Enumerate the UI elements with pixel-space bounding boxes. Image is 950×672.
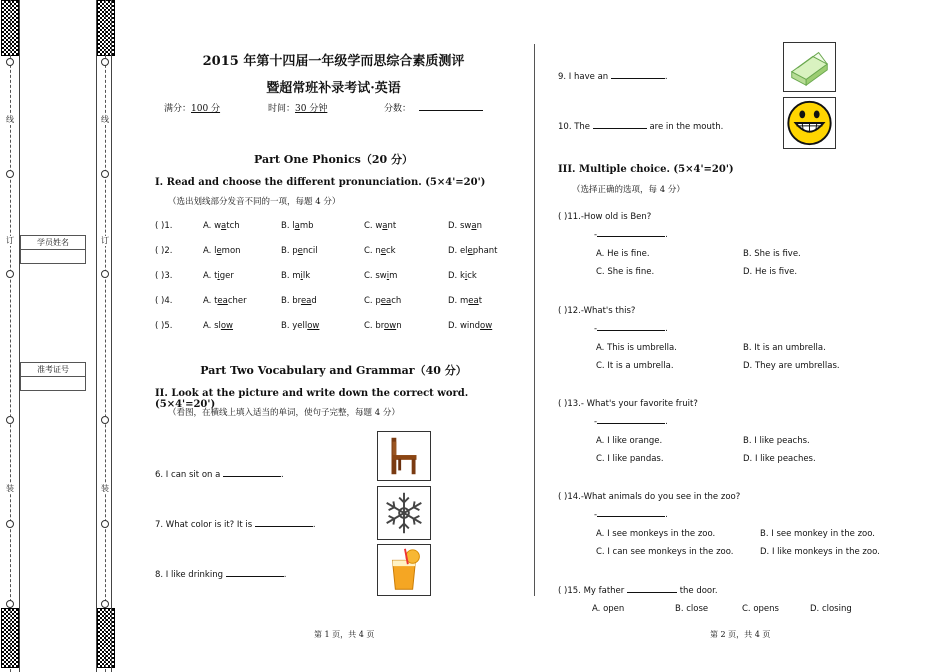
binding-line-1	[19, 0, 20, 672]
question-7-period: .	[312, 520, 316, 530]
underlined-letters: ow	[384, 321, 397, 331]
underlined-letters: i	[217, 271, 220, 281]
section-2-title: II. Look at the picture and write down the correct word. (5×4'=20')	[155, 388, 469, 410]
phonics-question	[155, 221, 515, 231]
underlined-letters: ea	[300, 296, 312, 306]
page-2	[548, 0, 933, 672]
option-a[interactable]: A. I like orange.	[596, 436, 663, 446]
answer-period: .	[665, 230, 668, 240]
option-c[interactable]	[364, 221, 396, 231]
underlined-letters: e	[297, 246, 303, 256]
binding-hole	[101, 520, 109, 528]
exam-id-label: 准考证号	[21, 363, 85, 377]
binding-hole	[101, 58, 109, 66]
answer-blank[interactable]	[226, 576, 284, 577]
section-1-title: I. Read and choose the different pronunciation. (5×4'=20')	[155, 177, 486, 188]
phonics-question	[155, 321, 515, 331]
option-text: A. t	[203, 271, 218, 281]
answer-period: .	[665, 417, 668, 427]
binding-char-line: 线	[101, 115, 109, 124]
option-text: B. l	[281, 221, 295, 231]
option-text: B. m	[281, 271, 301, 281]
question-7-text: 7. What color is it? It is	[155, 520, 253, 530]
option-a[interactable]	[203, 321, 233, 331]
question-8	[155, 570, 286, 580]
underlined-letters: ea	[380, 296, 392, 306]
smiling-face-icon	[784, 98, 835, 148]
answer-line[interactable]	[594, 417, 668, 427]
option-a[interactable]	[203, 271, 234, 281]
exam-title-line1: 2015 年第十四届一年级学而思综合素质测评	[202, 54, 465, 69]
underlined-letters: i	[464, 271, 468, 281]
answer-blank[interactable]	[597, 516, 665, 517]
option-text: B. yell	[281, 321, 308, 331]
option-a[interactable]: A. He is fine.	[596, 249, 650, 259]
option-d[interactable]	[448, 271, 477, 281]
option-text: B. p	[281, 246, 298, 256]
option-text: ck	[467, 271, 477, 281]
full-score-value: 100 分	[191, 104, 221, 114]
page-1-footer: 第 1 页，共 4 页	[314, 630, 375, 639]
option-b[interactable]: B. I see monkey in the zoo.	[760, 529, 875, 539]
question-6	[155, 470, 284, 480]
option-text: ger	[219, 271, 234, 281]
option-b[interactable]	[281, 271, 310, 281]
underlined-letters: i	[386, 271, 390, 281]
option-b[interactable]: B. It is an umbrella.	[743, 343, 826, 353]
question-15-option-a[interactable]: A. open	[592, 604, 625, 614]
underlined-letters: a	[221, 221, 227, 231]
underlined-letters: e	[467, 246, 473, 256]
question-number: ( )4.	[155, 296, 173, 306]
question-8-text: 8. I like drinking	[155, 570, 223, 580]
question-6-period: .	[281, 470, 284, 480]
option-text: D. el	[448, 246, 468, 256]
exam-title-line2: 暨超常班补录考试·英语	[266, 81, 401, 96]
page-1	[146, 0, 521, 672]
time-value: 30 分钟	[295, 104, 328, 114]
option-c[interactable]	[364, 321, 402, 331]
option-b[interactable]	[281, 246, 318, 256]
option-c[interactable]: C. I can see monkeys in the zoo.	[596, 547, 734, 557]
question-7	[155, 520, 316, 530]
page-2-footer: 第 2 页，共 4 页	[710, 630, 771, 639]
question-stem: -What animals do you see in the zoo?	[580, 492, 741, 502]
option-b[interactable]: B. I like peachs.	[743, 436, 810, 446]
option-a[interactable]: A. This is umbrella.	[596, 343, 677, 353]
checker-pattern-bottom-right	[97, 608, 115, 668]
section-3-instruction: （选择正确的选项，每 4 分）	[572, 185, 685, 195]
binding-hole	[6, 520, 14, 528]
section-1-instruction: （选出划线部分发音不同的一项，每题 4 分）	[168, 197, 341, 207]
question-number: ( )12.	[558, 306, 581, 316]
binding-hole	[6, 600, 14, 608]
mc-question-stem	[558, 306, 635, 316]
option-text: D. sw	[448, 221, 472, 231]
answer-prefix: -	[594, 417, 598, 427]
answer-blank[interactable]	[627, 592, 677, 593]
question-number: ( )14.	[558, 492, 581, 502]
option-text: lk	[302, 271, 311, 281]
option-d[interactable]	[448, 221, 482, 231]
answer-line[interactable]	[594, 324, 668, 334]
mc-question-stem	[558, 492, 740, 502]
answer-blank[interactable]	[611, 78, 665, 79]
binding-char-bind: 装	[6, 484, 14, 493]
option-text: n	[476, 221, 482, 231]
checker-pattern-top-right	[97, 0, 115, 56]
option-text: m	[389, 271, 398, 281]
orange-juice-icon	[378, 545, 430, 595]
option-text: C. sw	[364, 271, 387, 281]
question-9-text: 9. I have an	[558, 72, 609, 82]
score	[384, 101, 483, 114]
option-text: ncil	[302, 246, 318, 256]
answer-period: .	[665, 510, 668, 520]
option-text: B. br	[281, 296, 301, 306]
answer-prefix: -	[594, 230, 598, 240]
option-text: D. wind	[448, 321, 481, 331]
chair-icon	[378, 432, 430, 480]
chair-picture	[377, 431, 431, 481]
option-text: C. w	[364, 221, 383, 231]
question-15-stem: My father	[583, 586, 625, 596]
binding-char-order: 订	[101, 236, 109, 245]
option-a[interactable]	[203, 296, 247, 306]
question-stem: - What's your favorite fruit?	[580, 399, 698, 409]
option-c[interactable]	[364, 271, 397, 281]
option-c[interactable]: C. She is fine.	[596, 267, 655, 277]
binding-char-order: 订	[6, 236, 14, 245]
smiley-picture	[783, 97, 836, 149]
binding-hole	[6, 58, 14, 66]
option-text: A. l	[203, 246, 217, 256]
option-text: t	[478, 296, 483, 306]
option-b[interactable]	[281, 296, 317, 306]
question-number: ( )11.	[558, 212, 581, 222]
question-stem: -What's this?	[580, 306, 636, 316]
option-text: C. p	[364, 296, 381, 306]
option-text: ch	[391, 296, 402, 306]
column-divider	[534, 44, 535, 596]
question-number: ( )1.	[155, 221, 173, 231]
option-c[interactable]: C. It is a umbrella.	[596, 361, 674, 371]
option-text: D. m	[448, 296, 469, 306]
answer-blank[interactable]	[597, 330, 665, 331]
section-2-instruction: （看图，在横线上填入适当的单词，使句子完整，每题 4 分）	[168, 408, 400, 418]
juice-picture	[377, 544, 431, 596]
binding-hole	[101, 270, 109, 278]
binding-strip	[0, 0, 112, 672]
question-number: ( )13.	[558, 399, 581, 409]
phonics-question	[155, 296, 515, 306]
option-b[interactable]: B. She is five.	[743, 249, 801, 259]
answer-period: .	[665, 324, 668, 334]
answer-blank[interactable]	[593, 128, 647, 129]
question-15-stem-end: the door.	[679, 586, 718, 596]
underlined-letters: i	[300, 271, 303, 281]
option-text: tch	[226, 221, 240, 231]
option-text: phant	[472, 246, 498, 256]
underlined-letters: a	[471, 221, 477, 231]
mc-question-stem	[558, 399, 698, 409]
student-name-box[interactable]	[20, 235, 86, 264]
full-score	[164, 101, 220, 114]
snowflake-icon	[378, 487, 430, 539]
binding-char-line: 线	[6, 115, 14, 124]
question-number: ( )5.	[155, 321, 173, 331]
option-b[interactable]	[281, 221, 314, 231]
option-c[interactable]	[364, 296, 401, 306]
question-15-option-d[interactable]: D. closing	[810, 604, 852, 614]
student-name-label: 学员姓名	[21, 236, 85, 250]
question-15-option-b[interactable]: B. close	[675, 604, 709, 614]
question-15	[558, 586, 718, 596]
question-6-text: 6. I can sit on a	[155, 470, 221, 480]
phonics-question	[155, 246, 515, 256]
question-10-text: 10. The	[558, 122, 591, 132]
underlined-letters: ow	[220, 321, 234, 331]
option-d[interactable]: D. I like peaches.	[743, 454, 816, 464]
question-10-text-end: are in the mouth.	[649, 122, 724, 132]
underlined-letters: ow	[480, 321, 493, 331]
underlined-letters: a	[382, 221, 388, 231]
option-text: A. w	[203, 221, 222, 231]
answer-blank[interactable]	[597, 236, 665, 237]
option-text: nt	[387, 221, 397, 231]
binding-line-2	[96, 0, 97, 672]
option-text: mb	[299, 221, 314, 231]
student-name-field[interactable]	[21, 250, 85, 263]
option-a[interactable]	[203, 221, 240, 231]
option-d[interactable]	[448, 296, 482, 306]
answer-blank[interactable]	[255, 526, 313, 527]
part-one-title: Part One Phonics（20 分）	[253, 153, 414, 166]
question-9-period: .	[664, 72, 668, 82]
answer-line[interactable]	[594, 510, 668, 520]
binding-hole	[6, 416, 14, 424]
score-label: 分数：	[384, 104, 412, 114]
option-c[interactable]: C. I like pandas.	[596, 454, 664, 464]
option-d[interactable]: D. He is five.	[743, 267, 798, 277]
option-d[interactable]: D. I like monkeys in the zoo.	[760, 547, 880, 557]
time-limit	[268, 101, 327, 114]
option-a[interactable]: A. I see monkeys in the zoo.	[596, 529, 716, 539]
option-text: A. sl	[203, 321, 221, 331]
binding-line-3	[111, 0, 112, 672]
option-text: ck	[385, 246, 396, 256]
option-d[interactable]	[448, 321, 492, 331]
option-text: d	[311, 296, 317, 306]
mc-question-stem	[558, 212, 651, 222]
question-10	[558, 122, 723, 132]
time-label: 时间：	[268, 104, 296, 114]
score-blank[interactable]	[419, 110, 483, 111]
option-text: C. br	[364, 321, 385, 331]
full-score-label: 满分：	[164, 104, 192, 114]
binding-hole	[101, 170, 109, 178]
question-15-option-c[interactable]: C. opens	[742, 604, 779, 614]
option-b[interactable]	[281, 321, 319, 331]
underlined-letters: ea	[468, 296, 479, 306]
option-text: mon	[221, 246, 241, 256]
underlined-letters: ow	[307, 321, 320, 331]
binding-hole	[101, 600, 109, 608]
option-text: D. k	[448, 271, 465, 281]
option-d[interactable]	[448, 246, 498, 256]
binding-char-bind: 装	[101, 484, 109, 493]
cut-line-right	[105, 0, 106, 672]
eraser-icon	[784, 43, 835, 91]
exam-id-box[interactable]	[20, 362, 86, 391]
option-c[interactable]	[364, 246, 396, 256]
section-3-title: III. Multiple choice. (5×4'=20')	[558, 164, 734, 175]
snowflake-picture	[377, 486, 431, 540]
underlined-letters: a	[294, 221, 300, 231]
eraser-picture	[783, 42, 836, 92]
question-8-period: .	[283, 570, 287, 580]
binding-hole	[6, 170, 14, 178]
part-two-title: Part Two Vocabulary and Grammar（40 分）	[200, 364, 467, 377]
answer-line[interactable]	[594, 230, 668, 240]
cut-line-left	[10, 0, 11, 672]
binding-hole	[101, 416, 109, 424]
underlined-letters: ea	[217, 296, 228, 306]
option-a[interactable]	[203, 246, 241, 256]
question-stem: -How old is Ben?	[580, 212, 652, 222]
option-text: A. t	[203, 296, 218, 306]
exam-id-field[interactable]	[21, 377, 85, 390]
question-number: ( )2.	[155, 246, 173, 256]
phonics-question	[155, 271, 515, 281]
answer-blank[interactable]	[223, 476, 281, 477]
answer-blank[interactable]	[597, 423, 665, 424]
underlined-letters: e	[216, 246, 222, 256]
option-text: n	[396, 321, 402, 331]
option-text: cher	[227, 296, 247, 306]
question-9	[558, 72, 668, 82]
answer-prefix: -	[594, 324, 598, 334]
question-15-number: ( )15.	[558, 586, 581, 596]
question-number: ( )3.	[155, 271, 173, 281]
answer-prefix: -	[594, 510, 598, 520]
underlined-letters: e	[380, 246, 386, 256]
binding-hole	[6, 270, 14, 278]
option-text: C. n	[364, 246, 381, 256]
option-d[interactable]: D. They are umbrellas.	[743, 361, 840, 371]
